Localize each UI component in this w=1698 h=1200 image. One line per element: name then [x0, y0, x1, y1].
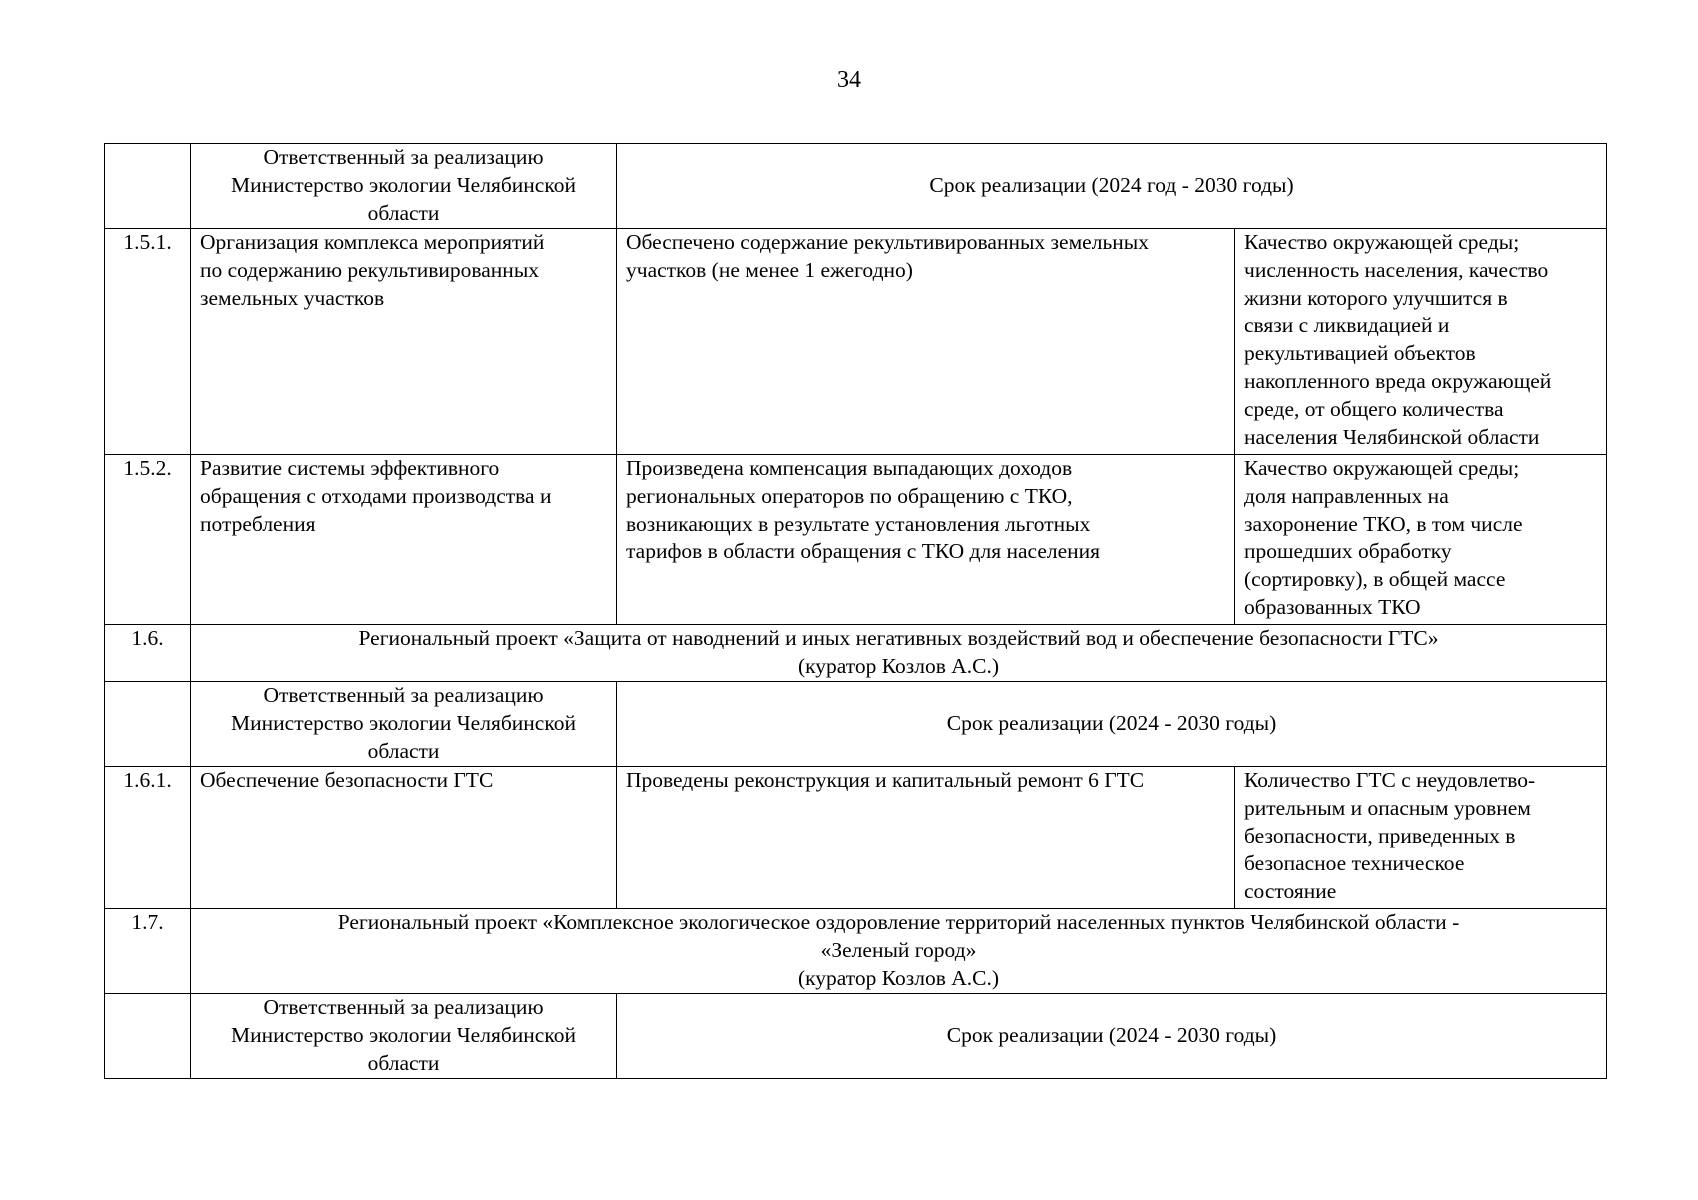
indicator-line: безопасное техническое [1244, 851, 1465, 876]
term-cell [617, 144, 1607, 229]
indicator-line: рекультивацией объектов [1244, 341, 1476, 366]
row-number-cell [105, 455, 191, 625]
responsible-row [105, 144, 1607, 229]
measure-row [105, 767, 1607, 909]
result-line: Проведены реконструкция и капитальный ремонт 6 ГТС [626, 768, 1145, 792]
project-row [105, 625, 1607, 682]
result-line: участков (не менее 1 ежегодно) [626, 257, 913, 282]
indicator-line: среде, от общего количества [1244, 396, 1504, 421]
responsible-line: Министерство экологии Челябинской [231, 710, 576, 735]
project-row [105, 909, 1607, 994]
responsible-line: Ответственный за реализацию [263, 683, 544, 707]
responsible-row [105, 682, 1607, 767]
row-number-cell [105, 767, 191, 909]
row-number: 1.7. [131, 910, 164, 934]
row-number: 1.6. [131, 626, 164, 650]
term-text: Срок реализации (2024 - 2030 годы) [946, 1023, 1277, 1048]
indicator-line: образованных ТКО [1244, 594, 1421, 619]
responsible-line: Министерство экологии Челябинской [231, 172, 576, 197]
indicator-line: населения Челябинской области [1244, 424, 1540, 449]
task-cell [191, 229, 617, 455]
row-number-cell [105, 682, 191, 767]
indicator-line: накопленного вреда окружающей [1244, 368, 1552, 393]
project-title-line: «Зеленый город» [820, 937, 977, 962]
indicator-cell [1235, 229, 1607, 455]
task-cell [191, 455, 617, 625]
measure-row [105, 455, 1607, 625]
measure-row [105, 229, 1607, 455]
responsible-line: Министерство экологии Челябинской [231, 1022, 576, 1047]
task-line: Организация комплекса мероприятий [200, 230, 545, 254]
responsible-line: области [367, 738, 440, 763]
responsible-line: области [367, 200, 440, 225]
result-line: Обеспечено содержание рекультивированных земельных [626, 230, 1149, 254]
indicator-cell [1235, 455, 1607, 625]
indicator-line: Количество ГТС с неудовлетво- [1244, 768, 1536, 792]
project-title-line: Региональный проект «Защита от наводнений и иных негативных воздействий вод и обеспечение безопасности ГТС» [358, 626, 1439, 650]
indicator-line: доля направленных на [1244, 483, 1449, 508]
row-number: 1.5.1. [123, 230, 172, 254]
result-cell [617, 229, 1235, 455]
indicator-line: численность населения, качество [1244, 257, 1549, 282]
indicator-line: Качество окружающей среды; [1244, 230, 1520, 254]
term-cell [617, 994, 1607, 1079]
indicator-line: рительным и опасным уровнем [1244, 795, 1531, 820]
task-cell [191, 767, 617, 909]
row-number-cell [105, 625, 191, 682]
project-curator-line: (куратор Козлов А.С.) [797, 965, 1000, 990]
task-line: потребления [200, 511, 316, 536]
task-line: обращения с отходами производства и [200, 483, 552, 508]
responsible-row [105, 994, 1607, 1079]
indicator-line: безопасности, приведенных в [1244, 823, 1516, 848]
responsible-line: области [367, 1050, 440, 1075]
result-cell [617, 455, 1235, 625]
responsible-line: Ответственный за реализацию [263, 145, 544, 169]
term-text: Срок реализации (2024 год - 2030 годы) [929, 173, 1294, 198]
responsible-line: Ответственный за реализацию [263, 995, 544, 1019]
program-table [104, 143, 1607, 1079]
responsible-cell [191, 994, 617, 1079]
result-cell [617, 767, 1235, 909]
row-number-cell [105, 994, 191, 1079]
responsible-cell [191, 682, 617, 767]
indicator-line: прошедших обработку [1244, 539, 1452, 564]
result-line: тарифов в области обращения с ТКО для населения [626, 539, 1101, 564]
term-cell [617, 682, 1607, 767]
row-number: 1.5.2. [123, 456, 172, 480]
result-line: возникающих в результате установления льготных [626, 511, 1091, 536]
project-title-cell [191, 909, 1607, 994]
indicator-line: связи с ликвидацией и [1244, 313, 1450, 338]
page-number: 34 [837, 67, 861, 93]
row-number-cell [105, 909, 191, 994]
row-number: 1.6.1. [123, 768, 172, 792]
indicator-line: Качество окружающей среды; [1244, 456, 1520, 480]
task-line: Развитие системы эффективного [200, 456, 500, 480]
indicator-cell [1235, 767, 1607, 909]
indicator-line: жизни которого улучшится в [1244, 285, 1508, 310]
indicator-line: состояние [1244, 879, 1337, 904]
project-title-cell [191, 625, 1607, 682]
result-line: региональных операторов по обращению с ТКО, [626, 483, 1073, 508]
result-line: Произведена компенсация выпадающих доходов [626, 456, 1073, 480]
task-line: Обеспечение безопасности ГТС [200, 768, 494, 792]
indicator-line: (сортировку), в общей массе [1244, 567, 1506, 592]
project-curator-line: (куратор Козлов А.С.) [797, 653, 1000, 678]
row-number-cell [105, 144, 191, 229]
task-line: по содержанию рекультивированных [200, 257, 540, 282]
task-line: земельных участков [200, 285, 385, 310]
term-text: Срок реализации (2024 - 2030 годы) [946, 711, 1277, 736]
row-number-cell [105, 229, 191, 455]
project-title-line: Региональный проект «Комплексное экологическое оздоровление территорий населенных пунктов Челябинской области - [337, 910, 1460, 934]
responsible-cell [191, 144, 617, 229]
indicator-line: захоронение ТКО, в том числе [1244, 511, 1523, 536]
